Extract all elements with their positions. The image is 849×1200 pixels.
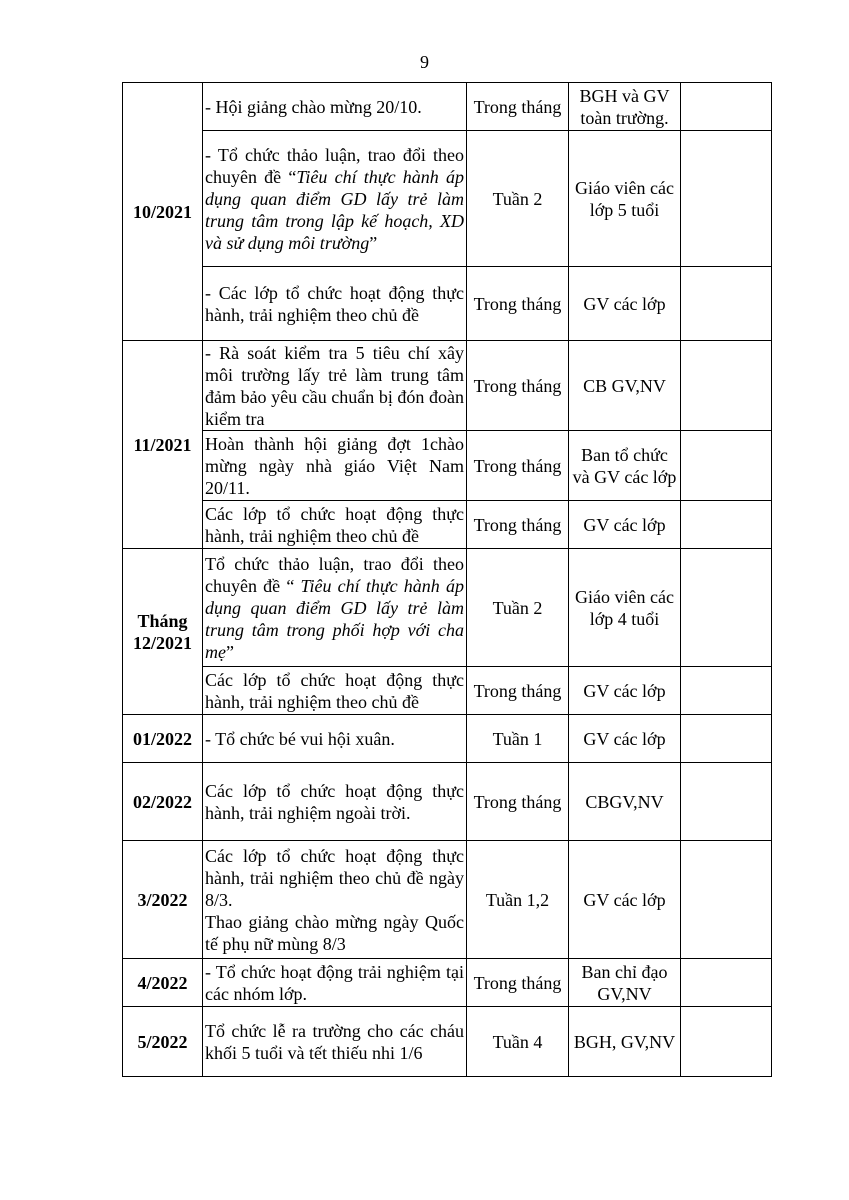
content-italic-text: Tiêu chí thực hành áp dụng quan điểm GD lấy trẻ làm trung tâm trong lập kế hoạch, XD và sử dụng môi trường (205, 166, 464, 253)
content-cell: Hoàn thành hội giảng đợt 1chào mừng ngày nhà giáo Việt Nam 20/11. (203, 431, 467, 501)
content-cell: - Các lớp tổ chức hoạt động thực hành, trải nghiệm theo chủ đề (203, 267, 467, 341)
month-cell: 4/2022 (123, 959, 203, 1007)
content-text: - Tổ chức thảo luận, trao đổi theo chuyên đề “ (205, 144, 464, 187)
content-cell: Tổ chức lễ ra trường cho các cháu khối 5 tuổi và tết thiếu nhi 1/6 (203, 1007, 467, 1077)
content-italic-text: Tiêu chí thực hành áp dụng quan điểm GD lấy trẻ làm trung tâm trong phối hợp với cha mẹ (205, 575, 464, 662)
month-cell: Tháng 12/2021 (123, 549, 203, 715)
table-row (123, 667, 772, 715)
content-cell: Các lớp tổ chức hoạt động thực hành, trải nghiệm theo chủ đề (203, 501, 467, 549)
content-cell: - Tổ chức hoạt động trải nghiệm tại các nhóm lớp. (203, 959, 467, 1007)
note-cell (681, 841, 772, 959)
responsible-cell: BGH, GV,NV (569, 1007, 681, 1077)
responsible-cell: BGH và GV toàn trường. (569, 83, 681, 131)
responsible-cell: GV các lớp (569, 267, 681, 341)
content-cell: Các lớp tổ chức hoạt động thực hành, trải nghiệm theo chủ đề (203, 667, 467, 715)
month-cell: 11/2021 (123, 341, 203, 549)
responsible-cell: GV các lớp (569, 667, 681, 715)
note-cell (681, 267, 772, 341)
responsible-cell: Giáo viên các lớp 4 tuổi (569, 549, 681, 667)
month-cell: 3/2022 (123, 841, 203, 959)
time-cell: Trong tháng (467, 341, 569, 431)
time-cell: Tuần 1,2 (467, 841, 569, 959)
content-text: Tổ chức thảo luận, trao đổi theo chuyên đề “ (205, 553, 464, 596)
note-cell (681, 549, 772, 667)
content-text: Các lớp tổ chức hoạt động thực hành, trải nghiệm theo chủ đề ngày 8/3. (205, 845, 464, 910)
responsible-cell: Giáo viên các lớp 5 tuổi (569, 131, 681, 267)
time-cell: Tuần 4 (467, 1007, 569, 1077)
table-row (123, 1007, 772, 1077)
table-row (123, 501, 772, 549)
note-cell (681, 763, 772, 841)
responsible-cell: GV các lớp (569, 841, 681, 959)
time-cell: Trong tháng (467, 667, 569, 715)
responsible-cell: GV các lớp (569, 715, 681, 763)
table-row (123, 267, 772, 341)
content-text: ” (369, 232, 378, 253)
table-row (123, 763, 772, 841)
content-text: ” (226, 641, 234, 662)
table-row (123, 959, 772, 1007)
content-cell (203, 841, 467, 959)
time-cell: Tuần 1 (467, 715, 569, 763)
content-cell (203, 131, 467, 267)
note-cell (681, 667, 772, 715)
table-row (123, 341, 772, 431)
note-cell (681, 959, 772, 1007)
time-cell: Trong tháng (467, 83, 569, 131)
content-cell: - Hội giảng chào mừng 20/10. (203, 83, 467, 131)
activity-plan-table (122, 82, 772, 1077)
note-cell (681, 1007, 772, 1077)
content-text: Thao giảng chào mừng ngày Quốc tế phụ nữ mùng 8/3 (205, 911, 464, 954)
responsible-cell: Ban chỉ đạo GV,NV (569, 959, 681, 1007)
time-cell: Trong tháng (467, 959, 569, 1007)
note-cell (681, 715, 772, 763)
responsible-cell: CBGV,NV (569, 763, 681, 841)
time-cell: Trong tháng (467, 501, 569, 549)
month-cell: 02/2022 (123, 763, 203, 841)
table-row (123, 715, 772, 763)
responsible-cell: CB GV,NV (569, 341, 681, 431)
content-cell: - Tổ chức bé vui hội xuân. (203, 715, 467, 763)
note-cell (681, 131, 772, 267)
month-cell: 01/2022 (123, 715, 203, 763)
time-cell: Trong tháng (467, 267, 569, 341)
month-cell: 10/2021 (123, 83, 203, 341)
table-row (123, 841, 772, 959)
note-cell (681, 431, 772, 501)
note-cell (681, 341, 772, 431)
table-row (123, 131, 772, 267)
time-cell: Tuần 2 (467, 549, 569, 667)
content-cell: - Rà soát kiểm tra 5 tiêu chí xây môi trường lấy trẻ làm trung tâm đảm bảo yêu cầu chuẩn bị đón đoàn kiểm tra (203, 341, 467, 431)
table-row (123, 431, 772, 501)
time-cell: Trong tháng (467, 431, 569, 501)
time-cell: Trong tháng (467, 763, 569, 841)
table-row (123, 83, 772, 131)
table-row (123, 549, 772, 667)
note-cell (681, 501, 772, 549)
page-number: 9 (420, 52, 429, 72)
responsible-cell: Ban tổ chức và GV các lớp (569, 431, 681, 501)
content-cell: Các lớp tổ chức hoạt động thực hành, trải nghiệm ngoài trời. (203, 763, 467, 841)
time-cell: Tuần 2 (467, 131, 569, 267)
content-cell (203, 549, 467, 667)
responsible-cell: GV các lớp (569, 501, 681, 549)
month-cell: 5/2022 (123, 1007, 203, 1077)
note-cell (681, 83, 772, 131)
